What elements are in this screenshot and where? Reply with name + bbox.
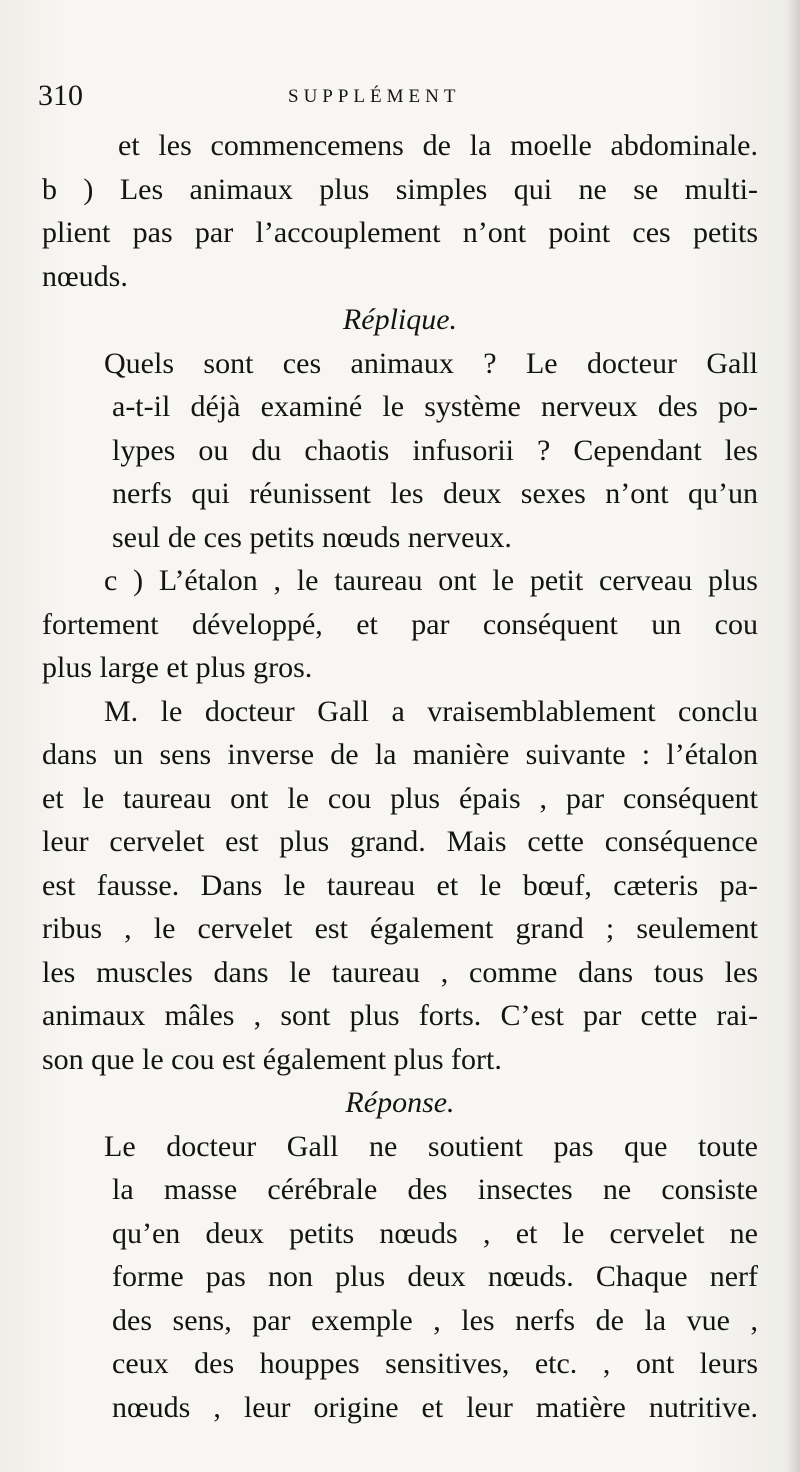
- page-header: [38, 76, 758, 120]
- text-line: b ) Les animaux plus simples qui ne se multi-: [42, 172, 758, 206]
- text-line: nœuds , leur origine et leur matière nutritive.: [112, 1390, 758, 1424]
- text-line: lypes ou du chaotis infusorii ? Cependant les: [112, 433, 758, 467]
- text-line: est fausse. Dans le taureau et le bœuf, cæteris pa-: [42, 868, 758, 902]
- running-head: SUPPLÉMENT: [288, 86, 461, 107]
- page-edge-shadow: [786, 0, 800, 1472]
- text-line: c ) L’étalon , le taureau ont le petit cerveau plus: [104, 564, 758, 597]
- text-line: leur cervelet est plus grand. Mais cette conséquence: [42, 825, 758, 858]
- text-line: forme pas non plus deux nœuds. Chaque nerf: [112, 1260, 758, 1293]
- text-line: Quels sont ces animaux ? Le docteur Gall: [104, 346, 758, 380]
- body-text: [42, 124, 758, 1429]
- text-line: nœuds.: [42, 259, 128, 293]
- text-line: a-t-il déjà examiné le système nerveux des po-: [112, 390, 758, 423]
- text-line: ceux des houppes sensitives, etc. , ont leurs: [112, 1347, 758, 1380]
- page-number: 310: [38, 79, 83, 112]
- text-line: plus large et plus gros.: [42, 651, 313, 684]
- text-line: et le taureau ont le cou plus épais , par conséquent: [42, 781, 758, 815]
- text-line: plient pas par l’accouplement n’ont point ces petits: [42, 216, 758, 249]
- text-line: animaux mâles , sont plus forts. C’est par cette rai-: [42, 999, 758, 1032]
- section-heading-reponse: Réponse.: [345, 1086, 455, 1119]
- text-line: les muscles dans le taureau , comme dans tous les: [42, 955, 758, 989]
- text-line: nerfs qui réunissent les deux sexes n’ont qu’un: [112, 477, 758, 510]
- text-line: ribus , le cervelet est également grand ; seulement: [42, 912, 758, 945]
- section-heading-replique: Réplique.: [342, 303, 458, 336]
- text-line: M. le docteur Gall a vraisemblablement conclu: [104, 694, 758, 728]
- text-line: la masse cérébrale des insectes ne consiste: [112, 1173, 758, 1206]
- text-line: des sens, par exemple , les nerfs de la vue ,: [112, 1303, 758, 1337]
- text-line: seul de ces petits nœuds nerveux.: [112, 520, 512, 554]
- text-line: et les commencemens de la moelle abdominale.: [118, 129, 758, 162]
- text-line: Le docteur Gall ne soutient pas que toute: [104, 1129, 758, 1163]
- text-line: son que le cou est également plus fort.: [42, 1042, 502, 1076]
- text-line: qu’en deux petits nœuds , et le cervelet ne: [112, 1216, 758, 1250]
- text-line: dans un sens inverse de la manière suivante : l’étalon: [42, 738, 758, 771]
- text-line: fortement développé, et par conséquent un cou: [42, 607, 758, 641]
